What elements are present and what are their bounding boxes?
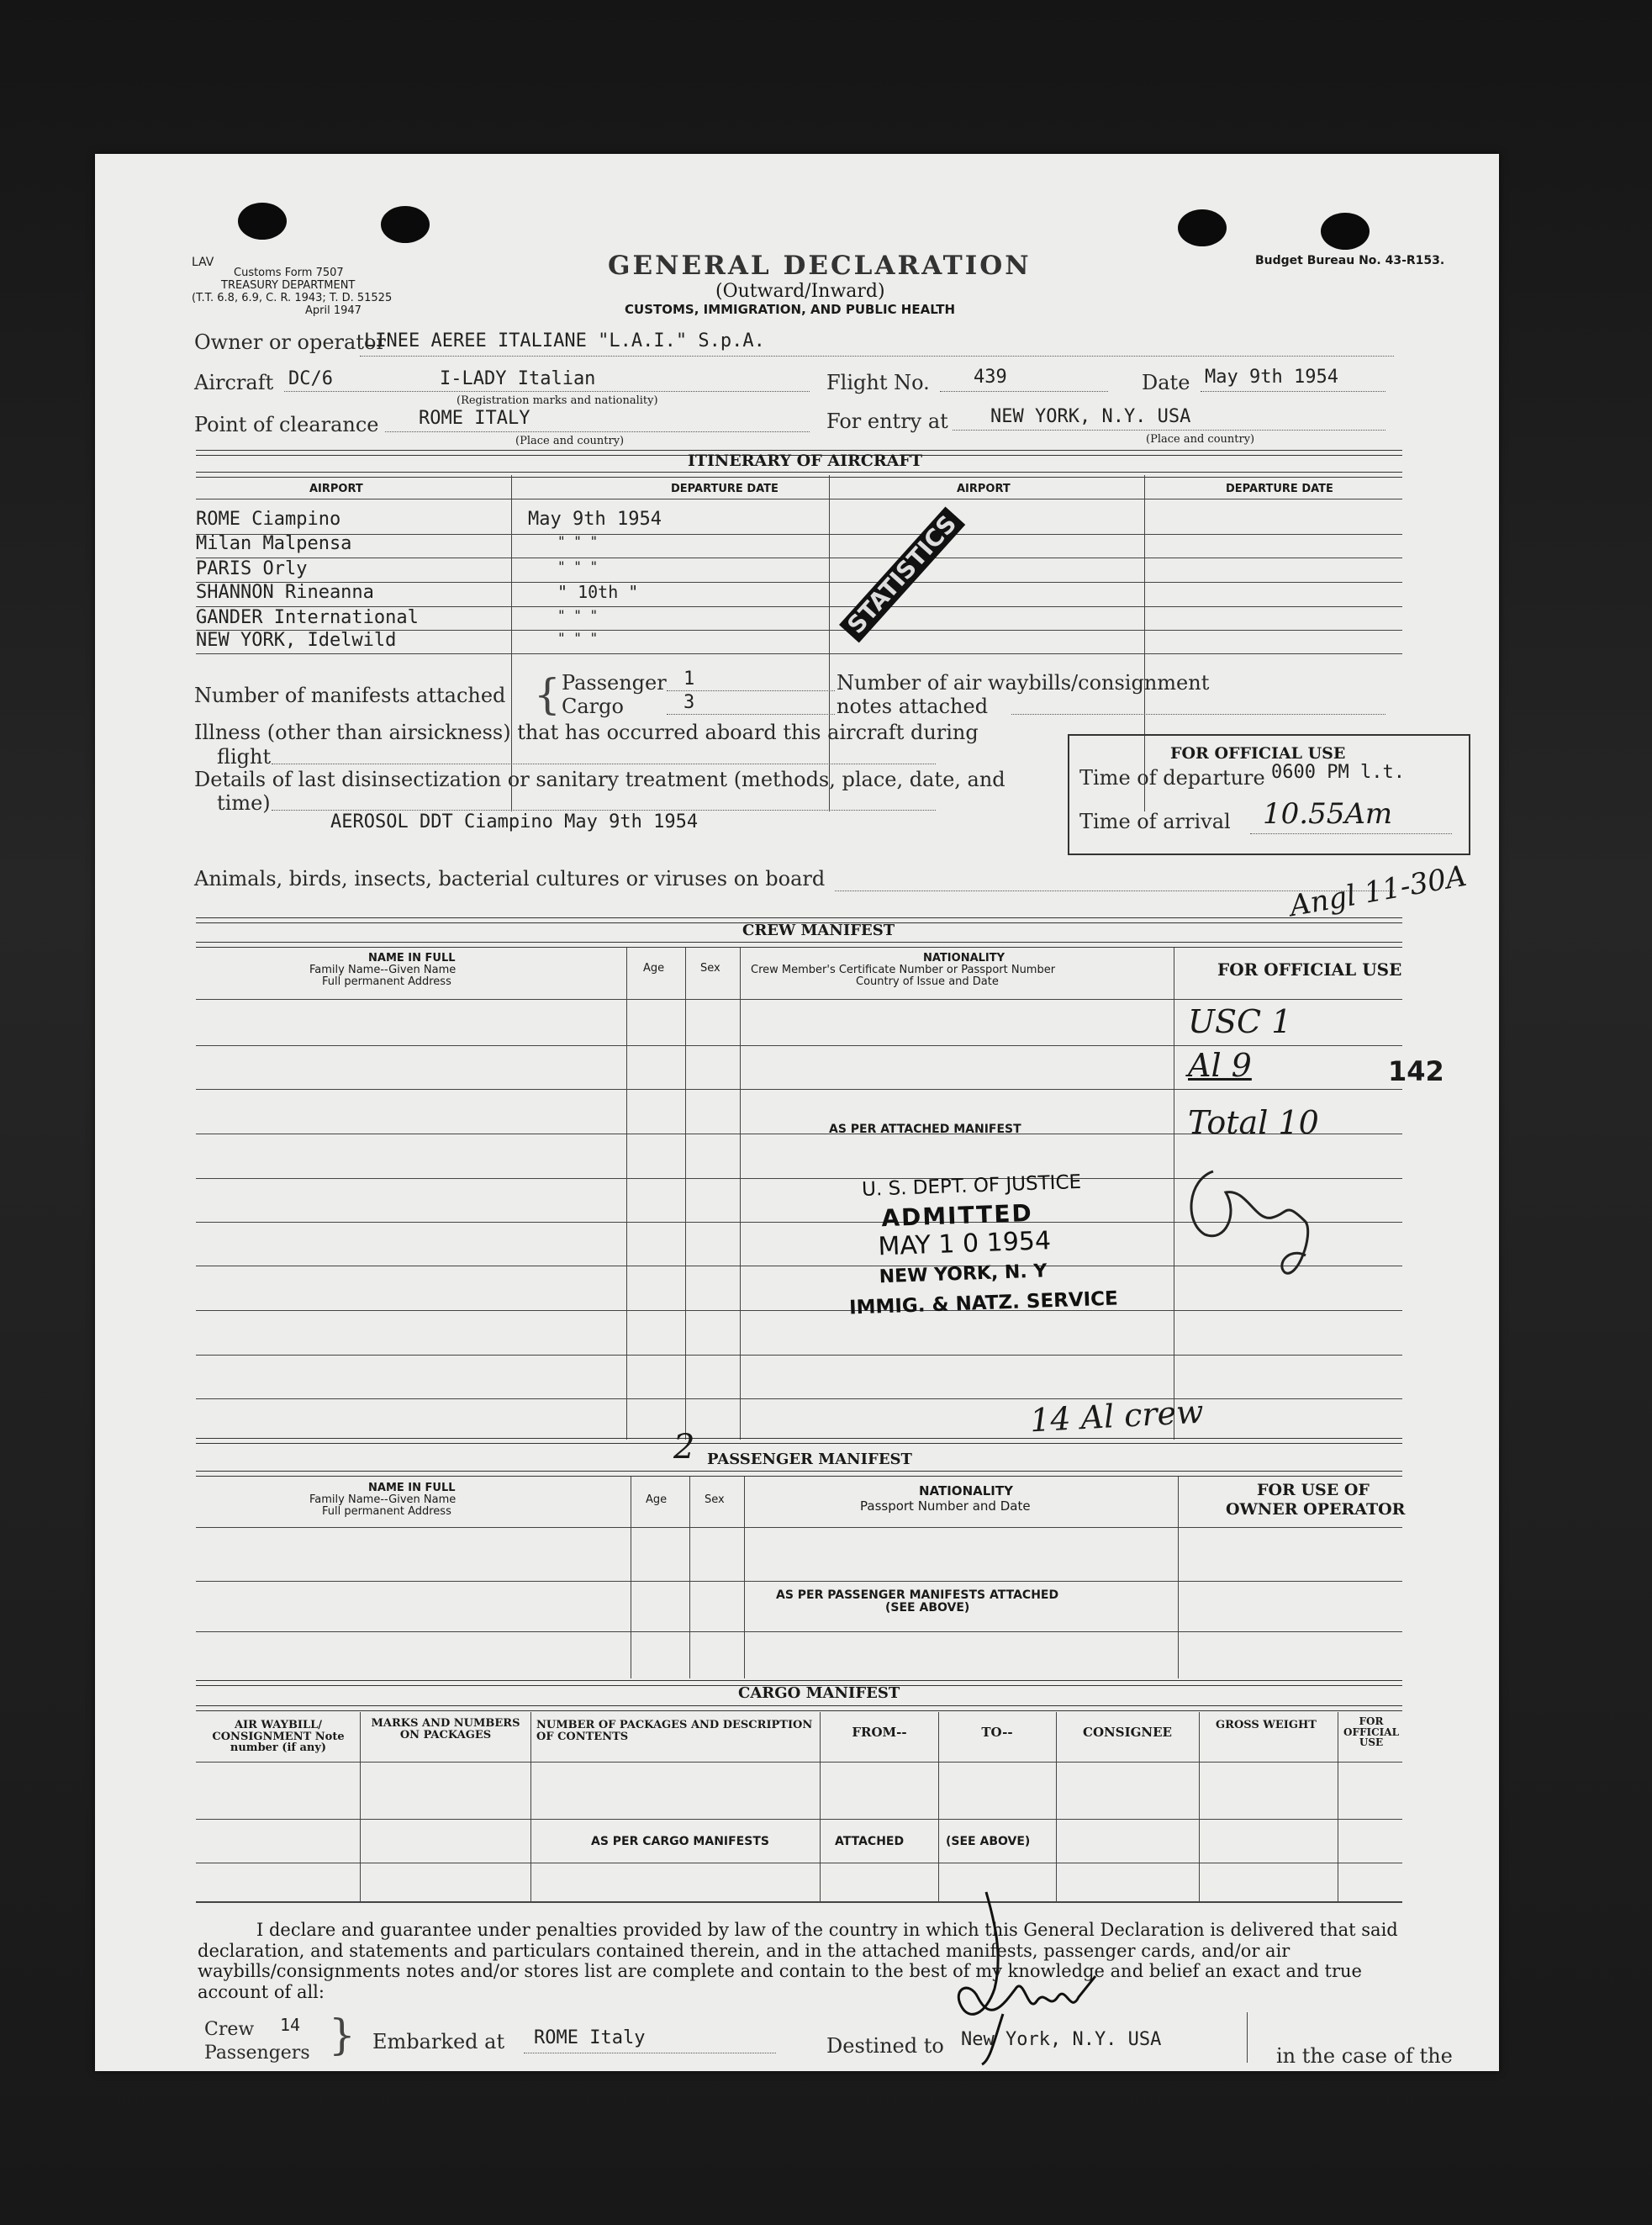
passenger-value: 1	[683, 669, 695, 690]
itinerary-col	[829, 475, 830, 811]
cargo-rule	[196, 1762, 1402, 1763]
crew-col	[626, 948, 627, 1440]
crew-h-name-3: Full permanent Address	[322, 975, 451, 988]
cargo-h-from: FROM--	[852, 1725, 907, 1740]
cargo-col	[360, 1712, 361, 1901]
crew-hand-bottom: 14 Al crew	[1028, 1393, 1205, 1440]
destined-label: Destined to	[826, 2034, 944, 2058]
crew-rule	[196, 1045, 1402, 1046]
cargo-h-waybill: AIR WAYBILL/ CONSIGNMENT Note number (if any)	[212, 1719, 345, 1755]
notes-line	[1011, 714, 1385, 715]
cargo-row-from: ATTACHED	[835, 1835, 905, 1848]
aircraft-line	[284, 391, 810, 392]
passenger-h-name: NAME IN FULL	[368, 1482, 456, 1494]
cargo-h-weight: GROSS WEIGHT	[1216, 1719, 1317, 1731]
punch-hole	[381, 206, 430, 243]
entry-value: NEW YORK, N.Y. USA	[990, 406, 1191, 427]
crew-h-nat-2: Crew Member's Certificate Number or Passport Number	[751, 964, 1056, 976]
cargo-col	[1056, 1712, 1057, 1901]
itinerary-date: " 10th "	[557, 582, 639, 602]
cargo-rule	[196, 1819, 1402, 1820]
form-date: April 1947	[305, 304, 362, 317]
itinerary-date: " " "	[557, 630, 599, 646]
crew-label: Crew	[204, 2019, 255, 2040]
entry-caption: (Place and country)	[1146, 433, 1255, 446]
budget-number: Budget Bureau No. 43-R153.	[1255, 254, 1445, 267]
disinsect-label: Details of last disinsectization or sanitary treatment (methods, place, date, and	[194, 768, 1005, 791]
passenger-title: PASSENGER MANIFEST	[707, 1451, 912, 1468]
itinerary-date: " " "	[557, 558, 599, 574]
itinerary-h-airport-2: AIRPORT	[957, 483, 1011, 495]
cargo-label: Cargo	[562, 695, 624, 718]
cargo-header-rule	[196, 1705, 1402, 1711]
cargo-col	[820, 1712, 821, 1901]
crew-rule	[196, 1398, 1402, 1399]
clearance-caption: (Place and country)	[515, 435, 625, 447]
declaration-brace: }	[329, 2011, 356, 2059]
crew-h-age: Age	[643, 962, 665, 975]
clearance-line	[385, 431, 810, 432]
passenger-as-per: AS PER PASSENGER MANIFESTS ATTACHED	[776, 1588, 1059, 1602]
passenger-line	[667, 690, 835, 691]
departure-label: Time of departure	[1079, 766, 1265, 790]
official-signature	[1180, 1155, 1348, 1297]
crew-official-usc: USC 1	[1188, 1003, 1292, 1040]
passenger-header-rule	[196, 1471, 1402, 1477]
disinsect-value: AEROSOL DDT Ciampino May 9th 1954	[330, 811, 699, 832]
passenger-h-nat-2: Passport Number and Date	[860, 1498, 1031, 1514]
passenger-h-sex: Sex	[705, 1493, 725, 1506]
case-text: in the case of the	[1276, 2044, 1453, 2068]
crew-h-nat-3: Country of Issue and Date	[856, 975, 999, 988]
crew-h-name: NAME IN FULL	[368, 952, 456, 965]
cargo-row-desc: AS PER CARGO MANIFESTS	[591, 1835, 769, 1848]
form-lav: LAV	[192, 256, 214, 269]
itinerary-title: ITINERARY OF AIRCRAFT	[688, 452, 923, 470]
passenger-h-owner: FOR USE OF	[1257, 1481, 1370, 1499]
flight-value: 439	[974, 367, 1007, 388]
passengers-label: Passengers	[204, 2043, 310, 2064]
statistics-stamp: STATISTICS	[839, 507, 965, 643]
passenger-h-age: Age	[646, 1493, 668, 1506]
cargo-h-packages: NUMBER OF PACKAGES AND DESCRIPTION OF CONTENTS	[536, 1719, 813, 1743]
crew-rule	[196, 1089, 1402, 1090]
crew-h-sex: Sex	[700, 962, 720, 975]
crew-col	[740, 948, 741, 1440]
passenger-rule	[196, 1631, 1402, 1632]
punch-hole	[1178, 209, 1227, 246]
stamp-admitted: ADMITTED	[880, 1198, 1034, 1233]
crew-official-al: Al 9	[1188, 1047, 1252, 1084]
itinerary-airport: SHANNON Rineanna	[196, 582, 374, 603]
owner-label: Owner or operator	[194, 330, 386, 354]
declaration-text: I declare and guarantee under penalties provided by law of the country in which this General Declaration is delivered that said declaration, and statements and particulars contained therein, and in the attached manifests, passenger cards, and/or air waybills/consignments notes and/or stores list are complete and contain to the best of my knowledge and belief an exact and true account of all:	[198, 1920, 1398, 2002]
crew-as-per: AS PER ATTACHED MANIFEST	[829, 1123, 1021, 1136]
passenger-h-name-3: Full permanent Address	[322, 1505, 451, 1518]
captain-signature	[868, 1888, 1121, 2069]
admitted-stamp	[845, 1170, 1169, 1340]
handwritten-note: Angl 11-30A	[1287, 859, 1470, 924]
passenger-see-above: (SEE ABOVE)	[885, 1601, 970, 1615]
itinerary-airport: ROME Ciampino	[196, 509, 341, 530]
itinerary-date: " " "	[557, 533, 599, 549]
cargo-col	[938, 1712, 939, 1901]
itinerary-rule	[196, 534, 1402, 535]
entry-line	[953, 430, 1385, 431]
crew-h-nat: NATIONALITY	[923, 952, 1005, 965]
crew-header-rule	[196, 942, 1402, 948]
illness-label: Illness (other than airsickness) that has occurred aboard this aircraft during	[194, 721, 979, 744]
clearance-value: ROME ITALY	[419, 408, 530, 429]
manifests-label: Number of manifests attached	[194, 684, 506, 707]
aircraft-type: DC/6	[288, 368, 333, 389]
crew-count: 142	[1388, 1055, 1444, 1087]
crew-title: CREW MANIFEST	[742, 922, 895, 939]
passenger-label: Passenger	[562, 671, 667, 695]
cargo-col	[530, 1712, 531, 1901]
stamp-city: NEW YORK, N. Y	[879, 1260, 1048, 1288]
flight-label: Flight No.	[826, 371, 930, 394]
passenger-mark: 2	[673, 1428, 695, 1467]
passenger-h-owner-2: OWNER OPERATOR	[1226, 1500, 1406, 1519]
aircraft-label: Aircraft	[194, 371, 274, 394]
passenger-rule	[196, 1527, 1402, 1528]
itinerary-col	[511, 475, 512, 811]
flight-line	[940, 391, 1108, 392]
owner-value: LINEE AEREE ITALIANE "L.A.I." S.p.A.	[364, 330, 765, 351]
disinsect-line	[272, 810, 936, 811]
itinerary-airport: Milan Malpensa	[196, 533, 352, 554]
cargo-h-to: TO--	[981, 1725, 1013, 1740]
itinerary-date: " " "	[557, 607, 599, 623]
official-use-box	[1068, 734, 1470, 855]
passenger-h-nat: NATIONALITY	[919, 1483, 1013, 1498]
passenger-col	[744, 1477, 745, 1678]
itinerary-airport: NEW YORK, Idelwild	[196, 630, 397, 651]
itinerary-rule	[196, 582, 1402, 583]
form-title: GENERAL DECLARATION	[608, 251, 1032, 281]
clearance-label: Point of clearance	[194, 413, 379, 436]
stamp-service: IMMIG. & NATZ. SERVICE	[848, 1287, 1119, 1319]
date-value: May 9th 1954	[1205, 367, 1338, 388]
arrival-label: Time of arrival	[1079, 810, 1231, 833]
form-subtitle: (Outward/Inward)	[715, 281, 885, 302]
cargo-h-consignee: CONSIGNEE	[1083, 1725, 1172, 1740]
general-declaration-form	[95, 154, 1499, 2071]
cargo-h-official: FOR OFFICIAL USE	[1343, 1715, 1400, 1749]
registration-caption: (Registration marks and nationality)	[457, 394, 658, 407]
cargo-title: CARGO MANIFEST	[738, 1684, 900, 1702]
passenger-h-name-2: Family Name--Given Name	[309, 1493, 457, 1506]
arrival-value: 10.55Am	[1263, 797, 1393, 831]
illness-label-2: flight	[217, 745, 272, 769]
crew-col	[685, 948, 686, 1440]
disinsect-label-2: time)	[217, 791, 271, 815]
passenger-rule	[196, 1581, 1402, 1582]
cargo-h-marks: MARKS AND NUMBERS ON PACKAGES	[371, 1717, 520, 1741]
crew-value: 14	[280, 2015, 301, 2035]
form-cites: (T.T. 6.8, 6.9, C. R. 1943; T. D. 51525	[192, 292, 393, 304]
manifests-brace: {	[534, 670, 561, 719]
crew-rule	[196, 999, 1402, 1000]
form-number: Customs Form 7507	[234, 267, 344, 279]
waybill-label: Number of air waybills/consignment	[837, 671, 1210, 695]
notes-label: notes attached	[837, 695, 989, 718]
aircraft-registration: I-LADY Italian	[440, 368, 596, 389]
crew-rule	[196, 1310, 1402, 1311]
punch-hole	[1321, 213, 1370, 250]
crew-official-total: Total 10	[1188, 1104, 1319, 1141]
embarked-value: ROME Italy	[534, 2027, 646, 2048]
stamp-dept: U. S. DEPT. OF JUSTICE	[861, 1171, 1082, 1201]
passenger-col	[689, 1477, 690, 1678]
destined-value: New York, N.Y. USA	[961, 2029, 1162, 2050]
itinerary-date: May 9th 1954	[528, 509, 662, 530]
date-label: Date	[1142, 371, 1190, 394]
punch-hole	[238, 203, 287, 240]
itinerary-header-rule	[196, 472, 1402, 478]
stamp-date: MAY 1 0 1954	[877, 1226, 1052, 1262]
cargo-rule	[196, 1901, 1402, 1903]
itinerary-h-date-2: DEPARTURE DATE	[1226, 483, 1333, 495]
crew-h-official: FOR OFFICIAL USE	[1217, 959, 1402, 980]
crew-h-name-2: Family Name--Given Name	[309, 964, 457, 976]
official-box-title: FOR OFFICIAL USE	[1170, 744, 1346, 763]
declaration-divider	[1247, 2012, 1248, 2063]
cargo-row-to: (SEE ABOVE)	[946, 1835, 1031, 1848]
entry-label: For entry at	[826, 410, 948, 433]
passenger-col	[1178, 1477, 1179, 1678]
form-subtitle-2: CUSTOMS, IMMIGRATION, AND PUBLIC HEALTH	[625, 302, 956, 317]
itinerary-rule	[196, 653, 1402, 654]
itinerary-h-date: DEPARTURE DATE	[671, 483, 778, 495]
itinerary-airport: PARIS Orly	[196, 558, 308, 579]
cargo-line	[667, 714, 835, 715]
embarked-label: Embarked at	[372, 2030, 505, 2053]
itinerary-h-airport: AIRPORT	[309, 483, 363, 495]
cargo-value: 3	[683, 692, 695, 713]
arrival-line	[1250, 833, 1452, 834]
crew-rule	[196, 1355, 1402, 1356]
animals-label: Animals, birds, insects, bacterial cultures or viruses on board	[194, 867, 826, 891]
date-line	[1201, 391, 1385, 392]
owner-line	[360, 356, 1394, 357]
departure-value: 0600 PM l.t.	[1271, 762, 1405, 783]
passenger-top-rule	[196, 1438, 1402, 1444]
form-dept: TREASURY DEPARTMENT	[221, 279, 356, 292]
cargo-col	[1199, 1712, 1200, 1901]
itinerary-airport: GANDER International	[196, 607, 419, 628]
